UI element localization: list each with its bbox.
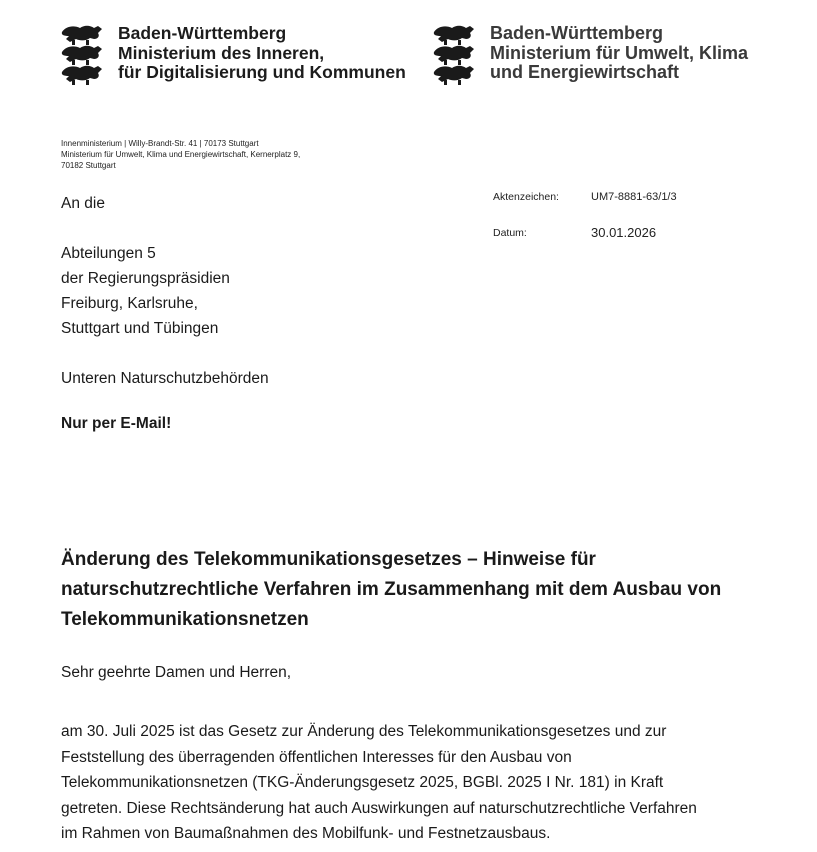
paragraph-line: Telekommunikationsnetzen (TKG-Änderungsgesetz 2025, BGBl. 2025 I Nr. 181) in Kraft: [61, 774, 664, 791]
date-value: 30.01.2026: [591, 225, 657, 240]
paragraph-line: getreten. Diese Rechtsänderung hat auch Auswirkungen auf naturschutzrechtliche Verfahren: [61, 799, 697, 817]
date-label: Datum:: [493, 227, 527, 239]
recipient-line: Freiburg, Karlsruhe,: [61, 295, 198, 312]
letter-subject: Änderung des Telekommunikationsgesetzes – Hinweise für naturschutzrechtliche Verfahren im Zusammenhang mit dem Ausbau von Telekommunikationsnetzen: [61, 549, 722, 630]
paragraph-line: im Rahmen von Baumaßnahmen des Mobilfunk- und Festnetzausbaus.: [61, 825, 551, 842]
logo-innenministerium: [60, 24, 406, 86]
paragraph-line: am 30. Juli 2025 ist das Gesetz zur Änderung des Telekommunikationsgesetzes und zur: [61, 723, 667, 740]
delivery-note: Nur per E-Mail!: [61, 415, 172, 432]
paragraph-line: Feststellung des überragenden öffentlichen Interesses für den Ausbau von: [61, 748, 572, 766]
sender-line: Innenministerium | Willy-Brandt-Str. 41 | 70173 Stuttgart: [61, 139, 259, 148]
salutation: Sehr geehrte Damen und Herren,: [61, 664, 292, 681]
logo-text-right: [490, 24, 748, 83]
recipient-to: An die: [61, 195, 105, 212]
sender-line: Ministerium für Umwelt, Klima und Energiewirtschaft, Kernerplatz 9,: [61, 150, 301, 159]
sender-address: [61, 138, 361, 171]
body-paragraph: [61, 719, 791, 847]
recipient-line: Abteilungen 5: [61, 245, 156, 262]
logo-text-left: [118, 24, 406, 83]
recipient-block: [61, 191, 269, 436]
recipient-line: der Regierungspräsidien: [61, 270, 230, 287]
logo-umweltministerium: [432, 24, 748, 86]
recipient-second: Unteren Naturschutzbehörden: [61, 370, 269, 387]
coat-of-arms-lions-icon: [60, 24, 106, 86]
logo-line: für Digitalisierung und Kommunen: [118, 62, 406, 82]
logo-line: Baden-Württemberg: [118, 23, 287, 43]
file-reference-value: UM7-8881-63/1/3: [591, 191, 677, 203]
logo-line: Baden-Württemberg: [490, 23, 664, 43]
logo-line: und Energiewirtschaft: [490, 62, 680, 82]
sender-line: 70182 Stuttgart: [61, 161, 116, 170]
logo-line: Ministerium für Umwelt, Klima: [490, 42, 749, 63]
coat-of-arms-lions-icon: [432, 24, 478, 86]
file-reference-label: Aktenzeichen:: [493, 191, 559, 203]
logo-line: Ministerium des Inneren,: [118, 42, 325, 63]
recipient-line: Stuttgart und Tübingen: [61, 320, 219, 337]
